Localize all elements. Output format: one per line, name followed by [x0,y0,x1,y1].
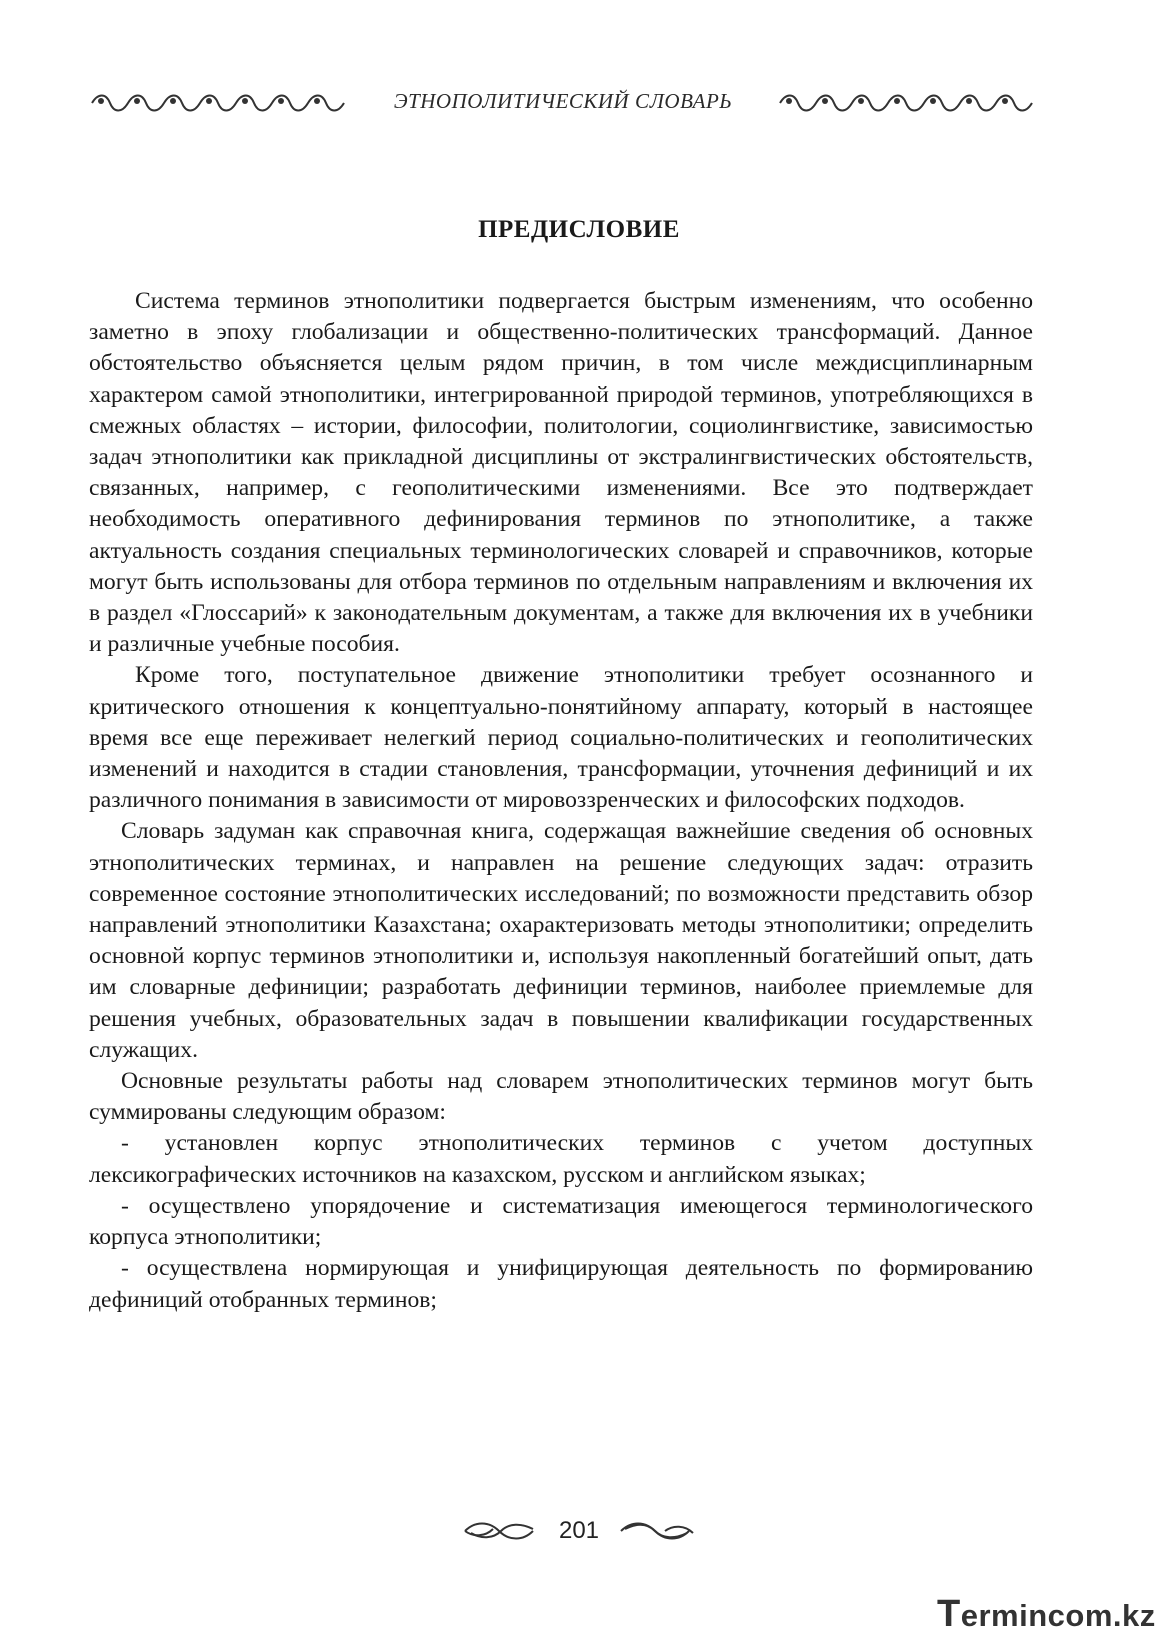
page-title: ПРЕДИСЛОВИЕ [478,216,680,243]
watermark-logo [937,1593,1156,1636]
footer-ornament-left-icon [461,1520,541,1542]
paragraph: Кроме того, поступательное движение этнополитики требует осознанного и критического отношения к концептуально-понятийному аппарату, который в настоящее время все еще переживает нелегкий период социально-политических и геополитических изменений и находится в стадии становления, трансформации, уточнения дефиниций и их различного понимания в зависимости от мировоззренческих и философских подходов. [89,662,1033,814]
list-item: - установлен корпус этнополитических терминов с учетом доступных лексикографических источников на казахском, русском и английском языках; [89,1130,1033,1188]
body-text [89,286,1033,1316]
watermark-o: o [1065,1598,1085,1633]
list-item: - осуществлено упорядочение и систематизация имеющегося терминологического корпуса этнополитики; [89,1192,1033,1251]
running-title: ЭТНОПОЛИТИЧЕСКИЙ СЛОВАРЬ [393,88,733,113]
paragraph: Основные результаты работы над словарем этнополитических терминов могут быть суммированы следующим образом: [89,1068,1033,1126]
ornament-left-icon [88,89,350,113]
watermark-text: erminc [960,1598,1066,1633]
footer-ornament-right-icon [617,1520,697,1542]
running-header [88,84,1038,118]
page-number: 201 [558,1517,600,1544]
paragraph: Словарь задуман как справочная книга, содержащая важнейшие сведения об основных этнополитических терминах, и направлен на решение следующих задач: отразить современное состояние этнополитических исследований; по возможности представить обзор направлений этнополитики Казахстана; охарактеризовать методы этнополитики; определить основной корпус терминов этнополитики и, используя накопленный богатейший опыт, дать им словарные дефиниции; разработать дефиниции терминов, наиболее приемлемые для решения учебных, образовательных задач в повышении квалификации государственных служащих. [89,818,1033,1063]
list-item: - осуществлена нормирующая и унифицирующая деятельность по формированию дефиниций отобранных терминов; [89,1255,1033,1313]
paragraph: Система терминов этнополитики подвергается быстрым изменениям, что особенно заметно в эпоху глобализации и общественно-политических трансформаций. Данное обстоятельство объясняется целым рядом причин, в том числе междисциплинарным характером самой этнополитики, интегрированной природой терминов, употребляющихся в смежных областях – истории, философии, политологии, социолингвистике, зависимостью задач этнополитики как прикладной дисциплины от экстралингвистических обстоятельств, связанных, например, с геополитическими изменениями. Все это подтверждает необходимость оперативного дефинирования терминов по этнополитике, а также актуальность создания специальных терминологических словарей и справочников, которые могут быть использованы для отбора терминов по отдельным направлениям и включения их в раздел «Глоссарий» к законодательным документам, а также для включения их в учебники и различные учебные пособия. [89,288,1033,658]
page-footer [0,1517,1158,1545]
watermark-tail: m.kz [1084,1598,1156,1633]
ornament-right-icon [776,89,1038,113]
watermark-initial: T [937,1593,961,1635]
